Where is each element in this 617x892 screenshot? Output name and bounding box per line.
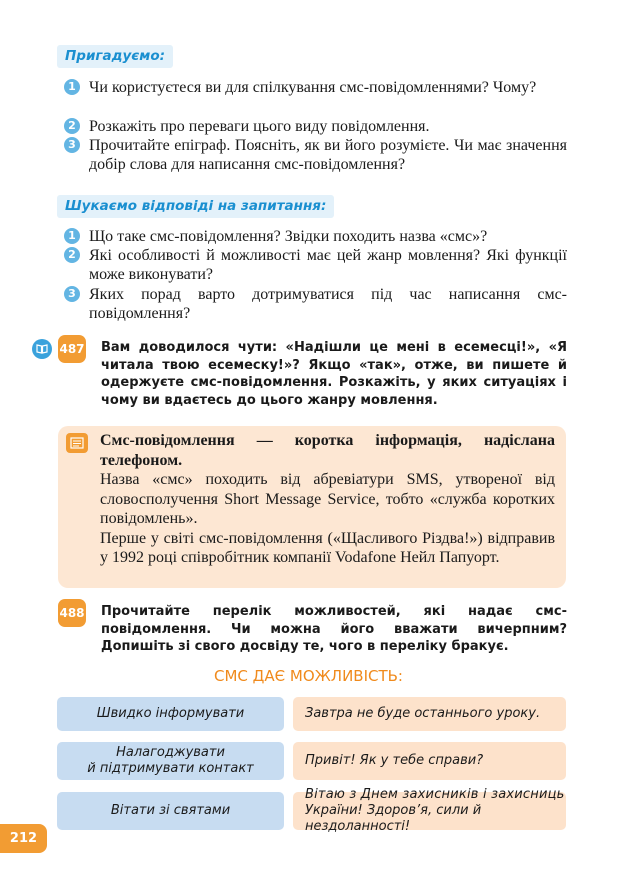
question-text: Що таке смс-повідомлення? Звідки походить назва «смс»? <box>89 228 488 245</box>
task-number-badge: 488 <box>58 599 86 627</box>
capability-cell <box>57 697 284 731</box>
example-cell <box>293 742 566 780</box>
question-text: Чи користуєтеся ви для спілкування смс-повідомленнями? Чому? <box>89 79 537 96</box>
remember-question-1 <box>64 78 567 97</box>
section-label-seek: Шукаємо відповіді на запитання: <box>57 195 334 218</box>
question-number: 3 <box>64 286 80 302</box>
info-definition: Смс-повідомлення — коротка інформація, надіслана телефоном. <box>100 432 555 469</box>
example-text: Завтра не буде останнього уроку. <box>305 706 541 721</box>
task-487-text: Вам доводилося чути: «Надішли це мені в есемесці!», «Я читала твою есемеску!»? Якщо «так», отже, ви пишете й одержуєте смс-повідомлення. Розкажіть, у яких ситуаціях і чому ви вдаєтесь до цього жанру мовлення. <box>101 340 567 408</box>
seek-question-2 <box>64 246 567 284</box>
question-text: Які особливості й можливості має цей жанр мовлення? Які функції може виконувати? <box>89 247 567 283</box>
question-number: 1 <box>64 228 80 244</box>
example-text: України! Здоров’я, сили й нездоланності! <box>305 803 482 834</box>
info-box <box>58 426 566 588</box>
task-488-text: Прочитайте перелік можливостей, які надає смс-повідомлення. Чи можна його вважати вичерпним? Допишіть зі свого досвіду те, чого в переліку бракує. <box>101 604 567 654</box>
page-number: 212 <box>0 824 47 853</box>
capability-text: Швидко інформувати <box>96 706 245 721</box>
capability-text: й підтримувати контакт <box>87 761 254 776</box>
question-number: 2 <box>64 118 80 134</box>
seek-question-3 <box>64 285 567 323</box>
capability-cell <box>57 792 284 830</box>
remember-question-3 <box>64 136 567 174</box>
book-icon <box>32 339 52 359</box>
seek-question-1 <box>64 227 567 246</box>
section-label-remember: Пригадуємо: <box>57 45 173 68</box>
example-text: Вітаю з Днем захисників і захисниць <box>305 787 565 802</box>
question-number: 2 <box>64 247 80 263</box>
question-text: Яких порад варто дотримуватися під час написання смс-повідомлення? <box>89 286 567 322</box>
info-text <box>100 431 555 568</box>
info-history: Перше у світі смс-повідомлення («Щасливого Різдва!») відправив у 1992 році співробітник компанії Vodafone Нейл Папуорт. <box>100 529 555 566</box>
notebook-icon <box>66 433 88 453</box>
info-origin: Назва «смс» походить від абревіатури SMS, утвореної від словосполучення Short Message Service, тобто «служба коротких повідомлень». <box>100 471 555 527</box>
remember-question-2 <box>64 117 567 136</box>
example-cell <box>293 787 566 834</box>
question-text: Прочитайте епіграф. Поясніть, як ви його розумієте. Чи має значення добір слова для написання смс-повідомлення? <box>89 137 567 173</box>
capability-text: Налагоджувати <box>116 745 225 760</box>
sms-heading: СМС ДАЄ МОЖЛИВІСТЬ: <box>214 667 403 685</box>
example-cell <box>293 697 566 731</box>
question-text: Розкажіть про переваги цього виду повідомлення. <box>89 118 430 135</box>
capability-cell <box>57 742 284 780</box>
task-number-badge: 487 <box>58 335 86 363</box>
capability-text: Вітати зі святами <box>110 803 231 818</box>
example-text: Привіт! Як у тебе справи? <box>305 753 484 768</box>
question-number: 1 <box>64 79 80 95</box>
question-number: 3 <box>64 137 80 153</box>
